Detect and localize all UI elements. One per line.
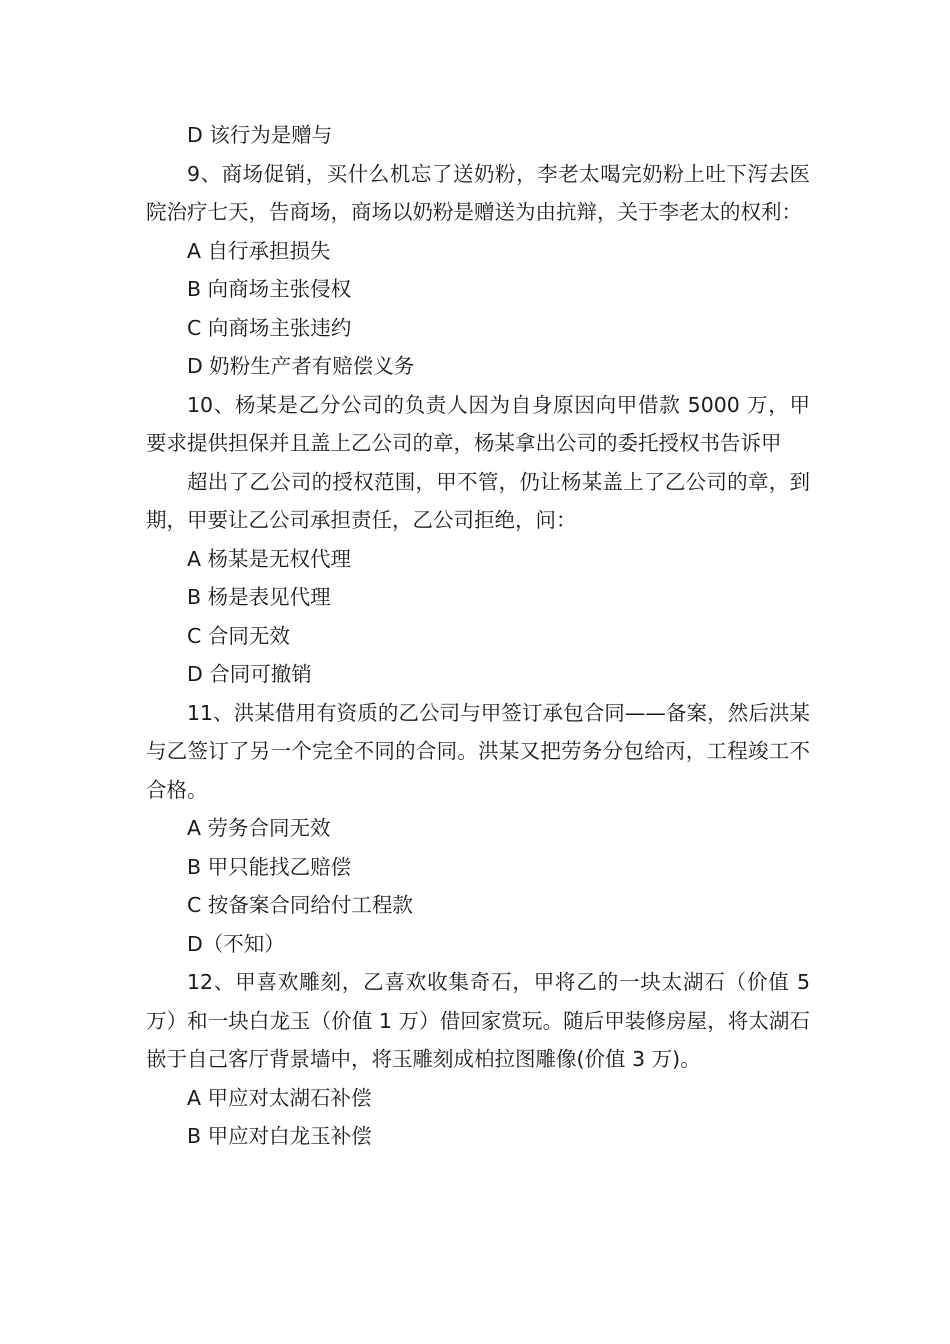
question-12: 12、甲喜欢雕刻，乙喜欢收集奇石，甲将乙的一块太湖石（价值 5 万）和一块白龙玉（价值 1 万）借回家赏玩。随后甲装修房屋，将太湖石嵌于自己客厅背景墙中，将玉雕刻成柏拉图雕像(价值 3 万)。 xyxy=(146,970,810,1071)
option-10-d: D 合同可撤销 xyxy=(187,662,312,686)
option-10-b: B 杨是表见代理 xyxy=(187,585,331,609)
document-body xyxy=(146,116,810,1156)
option-11-a: A 劳务合同无效 xyxy=(187,816,331,840)
option-9-a: A 自行承担损失 xyxy=(187,238,331,263)
option-9-d: D 奶粉生产者有赔偿义务 xyxy=(187,354,415,378)
option-11-d: D（不知） xyxy=(187,931,285,956)
question-11: 11、洪某借用有资质的乙公司与甲签订承包合同——备案，然后洪某与乙签订了另一个完全不同的合同。洪某又把劳务分包给丙，工程竣工不合格。 xyxy=(146,700,810,802)
question-10: 10、杨某是乙分公司的负责人因为自身原因向甲借款 5000 万，甲要求提供担保并且盖上乙公司的章，杨某拿出公司的委托授权书告诉甲 xyxy=(146,392,810,455)
option-11-b: B 甲只能找乙赔偿 xyxy=(187,854,352,879)
option-11-c: C 按备案合同给付工程款 xyxy=(187,893,413,917)
option-12-a: A 甲应对太湖石补偿 xyxy=(187,1085,372,1110)
question-9: 9、商场促销，买什么机忘了送奶粉，李老太喝完奶粉上吐下泻去医院治疗七天，告商场，商场以奶粉是赠送为由抗辩，关于李老太的权利： xyxy=(146,161,810,224)
option-12-b: B 甲应对白龙玉补偿 xyxy=(187,1124,372,1148)
option-9-c: C 向商场主张违约 xyxy=(187,315,352,340)
option-9-b: B 向商场主张侵权 xyxy=(187,277,352,301)
option-10-c: C 合同无效 xyxy=(187,623,290,648)
option-8-d: D 该行为是赠与 xyxy=(187,123,333,147)
question-10-continued: 超出了乙公司的授权范围，甲不管，仍让杨某盖上了乙公司的章，到期，甲要让乙公司承担责任，乙公司拒绝，问： xyxy=(146,469,810,532)
option-10-a: A 杨某是无权代理 xyxy=(187,546,352,571)
